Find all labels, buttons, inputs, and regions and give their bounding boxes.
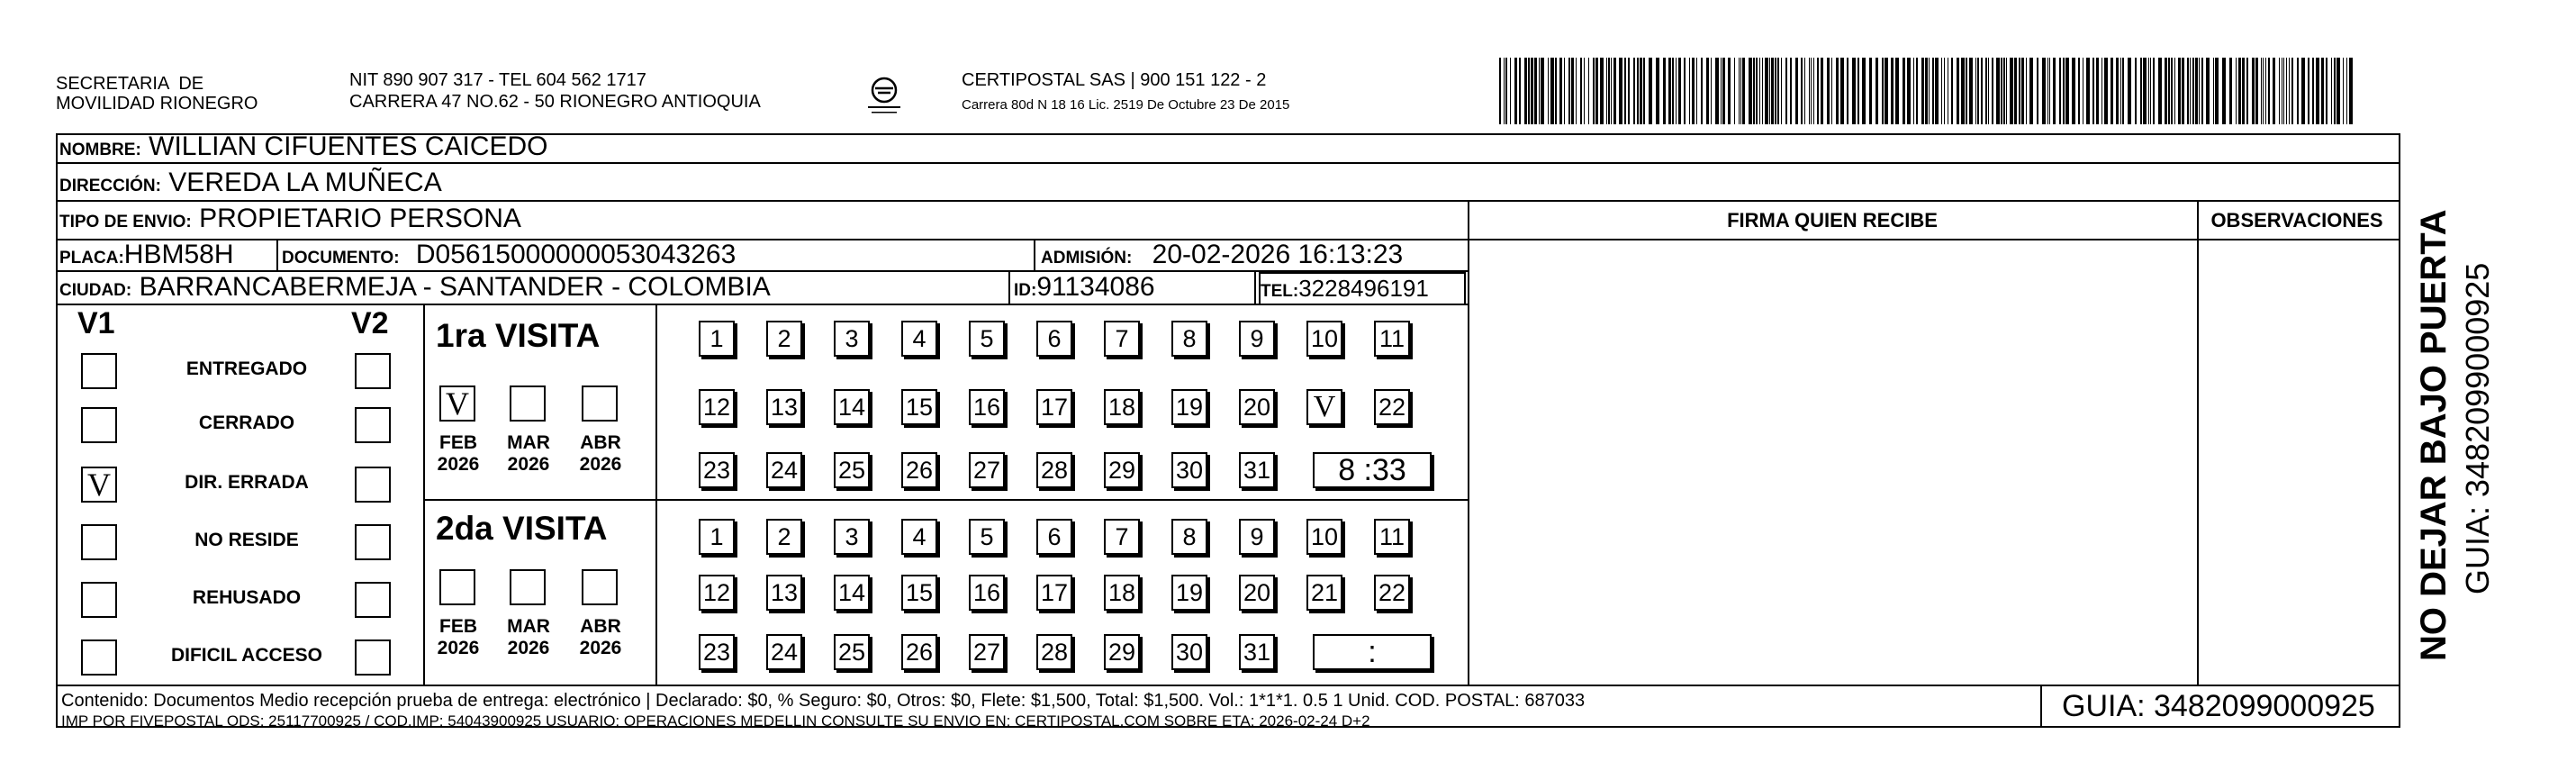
org-name-line1: SECRETARIA DE [56,74,204,94]
day-box[interactable]: V [1306,389,1342,425]
v2-label: V2 [351,306,389,340]
day-box[interactable]: 17 [1036,389,1072,425]
month-name: FEB [439,616,477,637]
month-checkbox[interactable] [439,569,475,605]
day-box[interactable]: 24 [766,452,802,488]
month-checkbox[interactable] [510,569,546,605]
second-visit-time: : [1313,634,1432,670]
day-box[interactable]: 16 [969,389,1005,425]
day-box[interactable]: 29 [1104,634,1140,670]
barcode [1499,58,2355,124]
month-name: ABR [580,616,621,637]
month-name: ABR [580,432,621,453]
day-box[interactable]: 10 [1306,519,1342,555]
placa-label: PLACA: [59,249,124,268]
no-dejar-bajo-puerta: NO DEJAR BAJO PUERTA [2414,209,2454,661]
direccion-row [59,168,442,202]
id-value: 91134086 [1036,272,1155,302]
day-box[interactable]: 22 [1374,575,1410,611]
v2-checkbox[interactable] [355,582,391,618]
status-label: DIFICIL ACCESO [170,645,322,666]
ciudad-label: CIUDAD: [59,281,132,300]
day-box[interactable]: 19 [1171,389,1207,425]
v2-checkbox[interactable] [355,524,391,560]
day-box[interactable]: 30 [1171,452,1207,488]
day-box[interactable]: 21 [1306,575,1342,611]
day-box[interactable]: 20 [1239,575,1275,611]
status-label: DIR. ERRADA [185,472,309,493]
v1-checkbox[interactable] [81,407,117,443]
day-box[interactable]: 11 [1374,321,1410,357]
v1-label: V1 [77,306,115,340]
certipostal-logo [863,74,906,117]
id-label: ID: [1014,281,1037,300]
status-label: CERRADO [198,413,295,433]
ciudad-field [59,272,771,306]
day-box[interactable]: 6 [1036,321,1072,357]
day-box[interactable]: 29 [1104,452,1140,488]
day-box[interactable]: 5 [969,321,1005,357]
day-box[interactable]: 7 [1104,519,1140,555]
day-box[interactable]: 18 [1104,575,1140,611]
month-label [427,432,490,476]
admision-label: ADMISIÓN: [1041,249,1133,268]
nombre-value: WILLIAN CIFUENTES CAICEDO [149,132,548,161]
month-label [569,616,632,659]
day-box[interactable]: 1 [699,519,735,555]
status-label: REHUSADO [192,587,302,608]
month-checkbox[interactable]: V [439,385,475,422]
org-address-line: CARRERA 47 NO.62 - 50 RIONEGRO ANTIOQUIA [349,92,761,112]
day-box[interactable]: 3 [834,321,870,357]
v1-checkbox[interactable] [81,353,117,389]
day-box[interactable]: 22 [1374,389,1410,425]
tipo-envio-label: TIPO DE ENVIO: [59,213,192,231]
day-box[interactable]: 31 [1239,634,1275,670]
firma-header: FIRMA QUIEN RECIBE [1727,209,1938,231]
day-box[interactable]: 11 [1374,519,1410,555]
day-box[interactable]: 12 [699,389,735,425]
day-box[interactable]: 16 [969,575,1005,611]
org-name-line2: MOVILIDAD RIONEGRO [56,94,258,113]
second-visit-title: 2da VISITA [436,510,608,547]
day-box[interactable]: 2 [766,519,802,555]
day-box[interactable]: 28 [1036,634,1072,670]
month-name: MAR [507,432,550,453]
month-year: 2026 [507,638,550,658]
v1-checkbox[interactable]: V [81,467,117,503]
org-nit-line: NIT 890 907 317 - TEL 604 562 1717 [349,70,646,90]
day-box[interactable]: 10 [1306,321,1342,357]
day-box[interactable]: 4 [901,321,937,357]
day-box[interactable]: 26 [901,452,937,488]
day-box[interactable]: 14 [834,575,870,611]
carrier-license-line: Carrera 80d N 18 16 Lic. 2519 De Octubre 23 De 2015 [962,97,1290,113]
day-box[interactable]: 15 [901,575,937,611]
id-field [1014,272,1155,306]
day-box[interactable]: 15 [901,389,937,425]
tel-value: 3228496191 [1298,275,1429,302]
month-name: FEB [439,432,477,453]
day-box[interactable]: 25 [834,452,870,488]
footer-guia: GUIA: 3482099000925 [2062,689,2375,723]
day-box[interactable]: 13 [766,389,802,425]
first-visit-time: 8 :33 [1313,452,1432,488]
day-box[interactable]: 23 [699,634,735,670]
v2-checkbox[interactable] [355,639,391,676]
day-box[interactable]: 30 [1171,634,1207,670]
placa-value: HBM58H [123,240,234,269]
day-box[interactable]: 4 [901,519,937,555]
documento-label: DOCUMENTO: [282,249,400,268]
day-box[interactable]: 3 [834,519,870,555]
admision-value: 20-02-2026 16:13:23 [1152,240,1404,269]
day-box[interactable]: 8 [1171,519,1207,555]
day-box[interactable]: 31 [1239,452,1275,488]
day-box[interactable]: 26 [901,634,937,670]
day-box[interactable]: 28 [1036,452,1072,488]
day-box[interactable]: 19 [1171,575,1207,611]
month-year: 2026 [437,638,480,658]
status-label: ENTREGADO [185,358,308,379]
documento-field [282,240,736,274]
side-guia: GUIA: 3482099000925 [2459,262,2496,594]
day-box[interactable]: 5 [969,519,1005,555]
tel-field [1259,272,1466,304]
nombre-row [59,132,548,166]
day-box[interactable]: 1 [699,321,735,357]
month-year: 2026 [579,454,622,475]
day-box[interactable]: 9 [1239,321,1275,357]
month-year: 2026 [507,454,550,475]
day-box[interactable]: 7 [1104,321,1140,357]
month-label [497,616,560,659]
v2-checkbox[interactable] [355,407,391,443]
month-year: 2026 [437,454,480,475]
day-box[interactable]: 27 [969,452,1005,488]
v1-checkbox[interactable] [81,639,117,676]
day-box[interactable]: 9 [1239,519,1275,555]
day-box[interactable]: 13 [766,575,802,611]
day-box[interactable]: 17 [1036,575,1072,611]
day-box[interactable]: 27 [969,634,1005,670]
day-box[interactable]: 2 [766,321,802,357]
month-year: 2026 [579,638,622,658]
first-visit-title: 1ra VISITA [436,317,601,354]
contenido-line: Contenido: Documentos Medio recepción prueba de entrega: electrónico | Declarado: $0, % Seguro: $0, Otros: $0, Flete: $1,500, Total: $1,500. Vol.: 1*1*1. 0.5 1 Unid. COD. POSTAL: 687033 [61,691,1586,711]
day-box[interactable]: 18 [1104,389,1140,425]
status-label: NO RESIDE [194,530,299,550]
month-name: MAR [507,616,550,637]
month-checkbox[interactable] [582,569,618,605]
observaciones-header: OBSERVACIONES [2210,209,2383,231]
day-box[interactable]: 20 [1239,389,1275,425]
placa-field [59,240,233,274]
day-box[interactable]: 24 [766,634,802,670]
day-box[interactable]: 25 [834,634,870,670]
carrier-line: CERTIPOSTAL SAS | 900 151 122 - 2 [962,70,1267,90]
day-box[interactable]: 14 [834,389,870,425]
month-label [497,432,560,476]
day-box[interactable]: 23 [699,452,735,488]
month-label [569,432,632,476]
month-checkbox[interactable] [510,385,546,422]
day-box[interactable]: 12 [699,575,735,611]
tel-label: TEL: [1261,282,1299,301]
v2-checkbox[interactable] [355,353,391,389]
tipo-envio-row [59,204,521,238]
v1-checkbox[interactable] [81,524,117,560]
v2-checkbox[interactable] [355,467,391,503]
ciudad-value: BARRANCABERMEJA - SANTANDER - COLOMBIA [139,272,771,302]
month-checkbox[interactable] [582,385,618,422]
admision-field [1041,240,1403,274]
documento-value: D05615000000053043263 [415,240,737,269]
nombre-label: NOMBRE: [59,141,141,159]
imp-line: IMP POR FIVEPOSTAL ODS: 25117700925 / COD.IMP: 54043900925 USUARIO: OPERACIONES MEDELLIN CONSULTE SU ENVIO EN: CERTIPOSTAL.COM SOBRE ETA: 2026-02-24 D+2 [61,712,1370,730]
direccion-label: DIRECCIÓN: [59,177,161,195]
day-box[interactable]: 8 [1171,321,1207,357]
direccion-value: VEREDA LA MUÑECA [168,168,442,197]
tipo-envio-value: PROPIETARIO PERSONA [199,204,521,233]
day-box[interactable]: 6 [1036,519,1072,555]
v1-checkbox[interactable] [81,582,117,618]
month-label [427,616,490,659]
